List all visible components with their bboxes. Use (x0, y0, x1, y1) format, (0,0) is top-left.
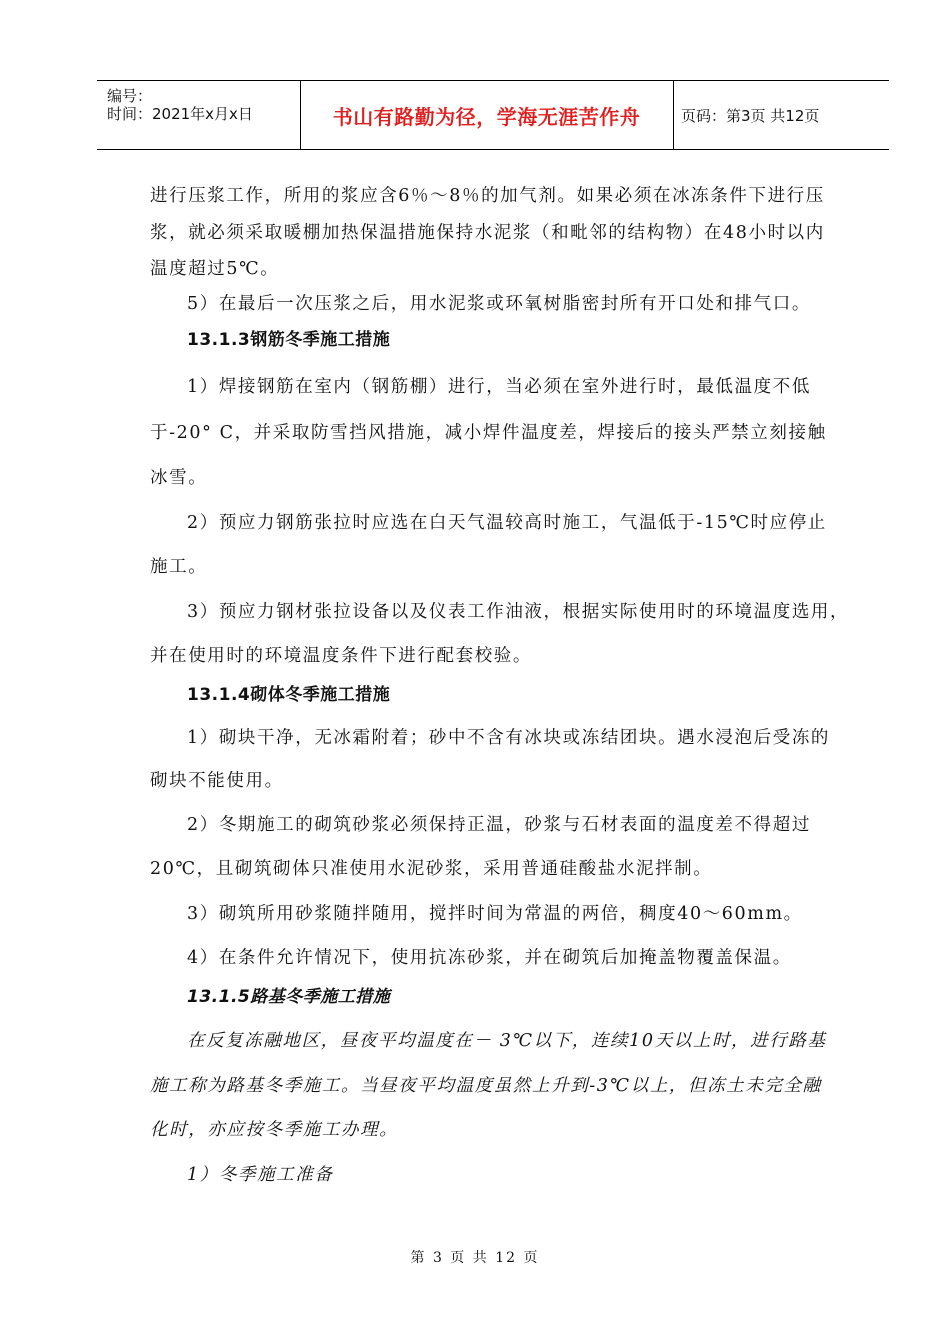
number-label: 编号： (107, 87, 153, 105)
paragraph-line: 进行压浆工作，所用的浆应含6％～8％的加气剂。如果必须在冰冻条件下进行压 (150, 186, 825, 206)
paragraph-line: 3）预应力钢材张拉设备以及仪表工作油液，根据实际使用时的环境温度选用， (187, 602, 850, 622)
paragraph-line: 温度超过5℃。 (150, 259, 280, 279)
paragraph-line: 1）砌块干净，无冰霜附着；砂中不含有冰块或冻结团块。遇水浸泡后受冻的 (187, 728, 831, 748)
section-heading: 13.1.5路基冬季施工措施 (187, 987, 391, 1007)
time-label: 时间：2021年x月x日 (107, 105, 253, 123)
header-motto-cell (300, 81, 674, 149)
header-left-cell (97, 81, 301, 149)
paragraph-line: 并在使用时的环境温度条件下进行配套校验。 (150, 646, 532, 666)
paragraph-line: 1）冬季施工准备 (187, 1165, 334, 1185)
paragraph-line: 砌块不能使用。 (150, 771, 284, 791)
paragraph-line: 4）在条件允许情况下，使用抗冻砂浆，并在砌筑后加掩盖物覆盖保温。 (187, 948, 792, 968)
header-page-cell (673, 81, 889, 149)
paragraph-line: 化时，亦应按冬季施工办理。 (150, 1120, 399, 1140)
section-heading: 13.1.3钢筋冬季施工措施 (187, 330, 391, 350)
paragraph-line: 施工。 (150, 557, 208, 577)
motto-text: 书山有路勤为径，学海无涯苦作舟 (332, 104, 641, 129)
paragraph-line: 浆，就必须采取暖棚加热保温措施保持水泥浆（和毗邻的结构物）在48小时以内 (150, 223, 825, 243)
paragraph-line: 5）在最后一次压浆之后，用水泥浆或环氧树脂密封所有开口处和排气口。 (187, 294, 811, 314)
paragraph-line: 2）预应力钢筋张拉时应选在白天气温较高时施工，气温低于-15℃时应停止 (187, 513, 827, 533)
paragraph-line: 在反复冻融地区，昼夜平均温度在－ 3℃以下，连续10天以上时，进行路基 (187, 1031, 827, 1051)
page-info: 页码：第3页 共12页 (681, 106, 820, 125)
paragraph-line: 于-20° C，并采取防雪挡风措施，减小焊件温度差，焊接后的接头严禁立刻接触 (150, 423, 827, 443)
paragraph-line: 1）焊接钢筋在室内（钢筋棚）进行，当必须在室外进行时，最低温度不低 (187, 377, 811, 397)
paragraph-line: 2）冬期施工的砌筑砂浆必须保持正温，砂浆与石材表面的温度差不得超过 (187, 815, 811, 835)
page-footer: 第 3 页 共 12 页 (410, 1250, 540, 1266)
paragraph-line: 施工称为路基冬季施工。当昼夜平均温度虽然上升到-3℃以上，但冻土未完全融 (150, 1076, 822, 1096)
header-table (97, 80, 889, 150)
paragraph-line: 冰雪。 (150, 468, 208, 488)
paragraph-line: 20℃，且砌筑砌体只准使用水泥砂浆，采用普通硅酸盐水泥拌制。 (150, 859, 713, 879)
section-heading: 13.1.4砌体冬季施工措施 (187, 685, 391, 705)
paragraph-line: 3）砌筑所用砂浆随拌随用，搅拌时间为常温的两倍，稠度40～60mm。 (187, 904, 803, 924)
